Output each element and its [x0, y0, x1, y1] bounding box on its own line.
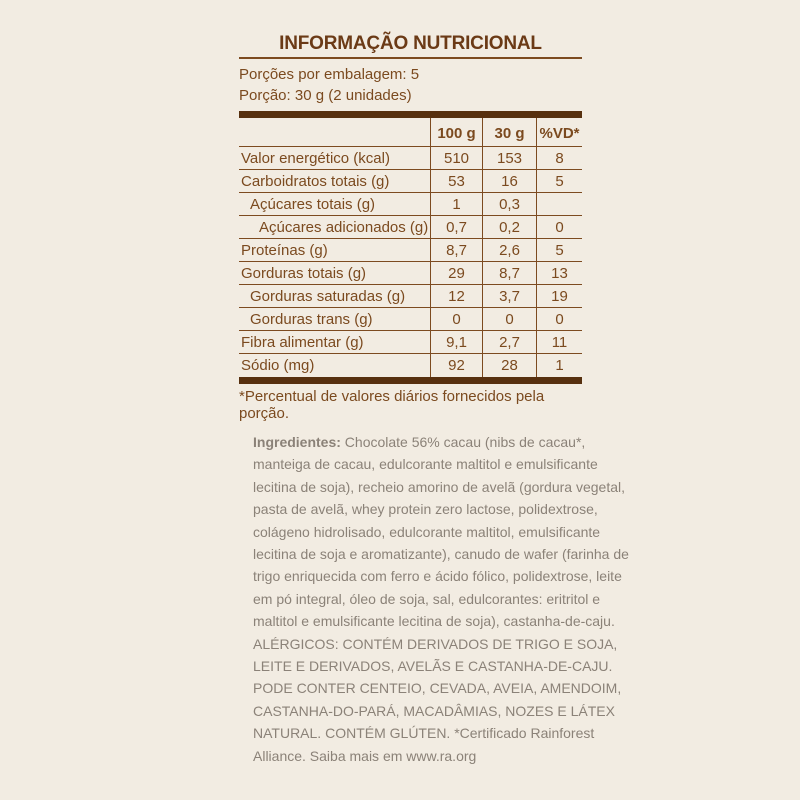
daily-value-footnote: *Percentual de valores diários fornecidos pela porção.	[239, 388, 545, 422]
value-100g: 92	[430, 354, 482, 377]
title-underline	[239, 57, 582, 59]
nutrient-label: Gorduras totais (g)	[239, 262, 430, 285]
value-vd: 13	[536, 262, 582, 285]
value-vd: 19	[536, 285, 582, 308]
nutrition-table	[239, 118, 582, 377]
nutrient-label: Valor energético (kcal)	[239, 147, 430, 170]
ingredients-paragraph	[253, 431, 634, 767]
value-100g: 53	[430, 170, 482, 193]
ingredients-label: Ingredientes:	[253, 434, 341, 450]
value-100g: 9,1	[430, 331, 482, 354]
nutrient-label: Fibra alimentar (g)	[239, 331, 430, 354]
nutrition-facts-panel	[239, 33, 582, 422]
value-30g: 3,7	[482, 285, 536, 308]
serving-info	[239, 65, 582, 106]
value-vd: 11	[536, 331, 582, 354]
value-100g: 29	[430, 262, 482, 285]
value-100g: 1	[430, 193, 482, 216]
nutrient-label: Açúcares adicionados (g)	[239, 216, 430, 239]
value-vd: 0	[536, 308, 582, 331]
value-30g: 8,7	[482, 262, 536, 285]
column-header-100g: 100 g	[430, 118, 482, 147]
portion-size: Porção: 30 g (2 unidades)	[239, 86, 412, 104]
nutrient-label: Gorduras trans (g)	[239, 308, 430, 331]
nutrient-label: Gorduras saturadas (g)	[239, 285, 430, 308]
ingredients-text: Chocolate 56% cacau (nibs de cacau*, manteiga de cacau, edulcorante maltitol e emulsificante lecitina de soja), recheio amorino de avelã (gordura vegetal, pasta de avelã, whey protein zero lactose, polidextrose, colágeno hidrolisado, edulcorante maltitol, emulsificante lecitina de soja e aromatizante), canudo de wafer (farinha de trigo enriquecida com ferro e ácido fólico, polidextrose, leite em pó integral, óleo de soja, sal, edulcorantes: eritritol e maltitol e emulsificante lecitina de soja), castanha-de-caju. ALÉRGICOS: CONTÉM DERIVADOS DE TRIGO E SOJA, LEITE E DERIVADOS, AVELÃS E CASTANHA-DE-CAJU. PODE CONTER CENTEIO, CEVADA, AVEIA, AMENDOIM, CASTANHA-DO-PARÁ, MACADÂMIAS, NOZES E LÁTEX NATURAL. CONTÉM GLÚTEN. *Certificado Rainforest Alliance. Saiba mais em www.ra.org	[253, 434, 629, 764]
value-100g: 510	[430, 147, 482, 170]
value-100g: 0,7	[430, 216, 482, 239]
value-30g: 16	[482, 170, 536, 193]
value-vd: 5	[536, 239, 582, 262]
value-100g: 12	[430, 285, 482, 308]
column-header-30g: 30 g	[482, 118, 536, 147]
value-vd	[536, 193, 582, 216]
servings-per-package: Porções por embalagem: 5	[239, 66, 420, 83]
value-vd: 8	[536, 147, 582, 170]
header-spacer	[239, 118, 430, 147]
value-100g: 8,7	[430, 239, 482, 262]
value-30g: 28	[482, 354, 536, 377]
nutrient-label: Proteínas (g)	[239, 239, 430, 262]
table-top-bar	[239, 111, 582, 118]
nutrient-label: Açúcares totais (g)	[239, 193, 430, 216]
value-30g: 0,3	[482, 193, 536, 216]
nutrition-title: INFORMAÇÃO NUTRICIONAL	[279, 33, 542, 54]
value-30g: 153	[482, 147, 536, 170]
value-vd: 1	[536, 354, 582, 377]
table-bottom-bar	[239, 377, 582, 384]
value-vd: 5	[536, 170, 582, 193]
value-vd: 0	[536, 216, 582, 239]
value-100g: 0	[430, 308, 482, 331]
nutrient-label: Sódio (mg)	[241, 357, 315, 374]
value-30g: 2,6	[482, 239, 536, 262]
column-header-vd: %VD*	[536, 118, 582, 147]
value-30g: 0	[482, 308, 536, 331]
value-30g: 0,2	[482, 216, 536, 239]
nutrient-label: Carboidratos totais (g)	[239, 170, 430, 193]
value-30g: 2,7	[482, 331, 536, 354]
